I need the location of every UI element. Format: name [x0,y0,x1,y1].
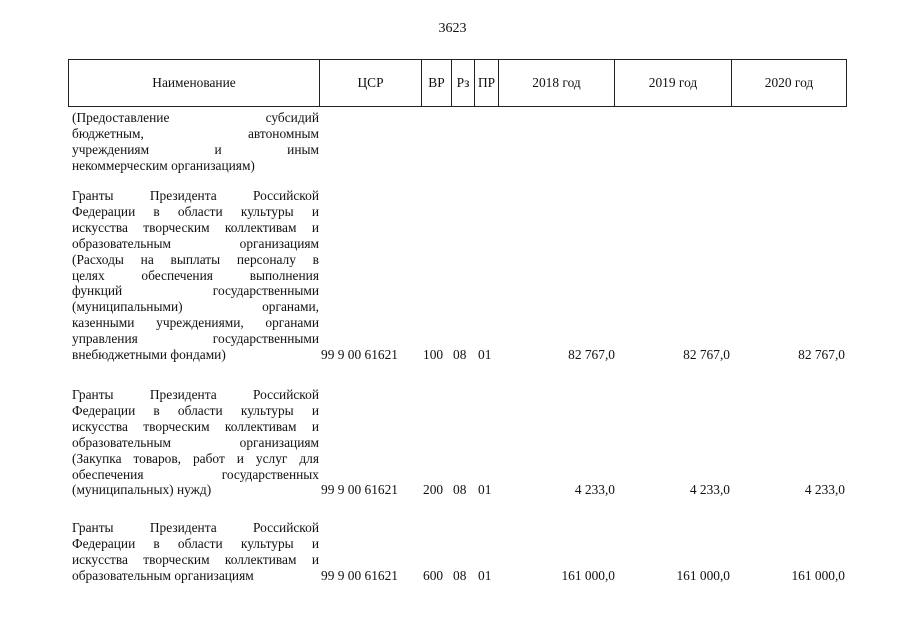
row-name-line: искусства творческим коллективам и [72,219,319,235]
row-2019: 4 233,0 [689,482,730,498]
row-csr: 99 9 00 61621 [321,347,398,362]
row-vr: 600 [423,567,444,583]
row-name-line: образовательным организациям [72,235,319,251]
row-2019: 161 000,0 [676,567,730,583]
row-name-line: (муниципальных) нужд) [72,482,212,498]
row-name-line: казенными учреждениями, органами [72,315,319,331]
row-name-line: (Закупка товаров, работ и услуг для [72,450,319,466]
table-header [68,59,847,107]
row-name-line: обеспечения государственных [72,466,319,482]
row-2018: 161 000,0 [561,567,615,583]
row-rz: 08 [453,567,467,583]
row-name-line: (муниципальными) органами, [72,299,319,315]
row-csr: 99 9 00 61621 [321,482,398,498]
row-name-line: Федерации в области культуры и [72,535,319,551]
row-name-line: Гранты Президента Российской [72,387,319,402]
row-csr: 99 9 00 61621 [321,567,398,583]
row-2020: 4 233,0 [804,482,845,498]
row-2020: 161 000,0 [791,567,845,583]
header-2020: 2020 год [731,59,847,107]
row-name-line: искусства творческим коллективам и [72,418,319,434]
row-name-line: некоммерческим организациям) [72,157,255,173]
row-name-line: (Расходы на выплаты персоналу в [72,251,319,267]
row-vr: 100 [423,347,444,362]
row-name [72,520,319,584]
row-pr: 01 [478,347,492,362]
header-2019: 2019 год [614,59,732,107]
row-name-line: бюджетным, автономным [72,125,319,141]
row-name-line: Федерации в области культуры и [72,203,319,219]
header-pr: ПР [474,59,499,107]
row-name [72,188,319,363]
row-name-line: образовательным организациям [72,567,254,583]
row-name-line: Гранты Президента Российской [72,520,319,535]
row-name-line: Федерации в области культуры и [72,402,319,418]
row-pr: 01 [478,482,492,498]
header-name: Наименование [68,59,320,107]
header-csr: ЦСР [319,59,422,107]
row-name-line: образовательным организациям [72,434,319,450]
row-rz: 08 [453,482,467,498]
row-pr: 01 [478,567,492,583]
row-2020: 82 767,0 [798,347,845,362]
row-name-line: искусства творческим коллективам и [72,551,319,567]
row-name-line: Гранты Президента Российской [72,188,319,203]
row-name [72,387,319,498]
row-name-line: функций государственными [72,283,319,299]
row-name-line: внебюджетными фондами) [72,347,226,363]
row-rz: 08 [453,347,467,362]
row-name [72,110,319,174]
row-vr: 200 [423,482,444,498]
header-vr: ВР [421,59,452,107]
row-name-line: учреждениям и иным [72,141,319,157]
row-2018: 82 767,0 [568,347,615,362]
row-2019: 82 767,0 [683,347,730,362]
header-2018: 2018 год [498,59,615,107]
header-rz: Рз [451,59,475,107]
row-name-line: целях обеспечения выполнения [72,267,319,283]
page-number: 3623 [438,21,467,36]
row-2018: 4 233,0 [574,482,615,498]
row-name-line: (Предоставление субсидий [72,110,319,125]
row-name-line: управления государственными [72,331,319,347]
